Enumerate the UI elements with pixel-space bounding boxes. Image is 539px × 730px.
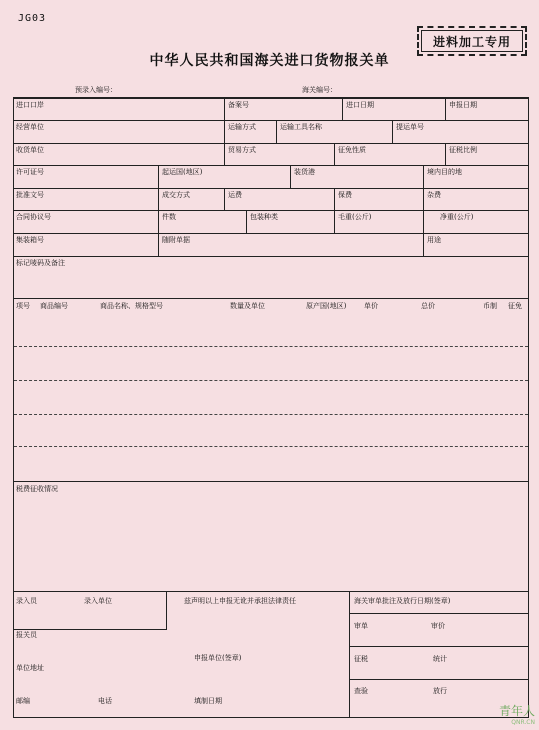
- inspection-label: 查验: [354, 687, 368, 695]
- col-currency: 币制: [483, 302, 497, 310]
- fill-date-label: 填制日期: [194, 697, 222, 705]
- trade-mode-label: 贸易方式: [228, 146, 256, 154]
- unit-address-label: 单位地址: [16, 664, 44, 672]
- goods-table-header: [0, 302, 539, 312]
- site-watermark: [499, 706, 535, 728]
- col-goods-code: 商品编号: [40, 302, 68, 310]
- pre-entry-no-label: 预录入编号：: [75, 86, 117, 94]
- transport-mode-label: 运输方式: [228, 123, 256, 131]
- approval-no-label: 批准文号: [16, 191, 44, 199]
- insurance-label: 保费: [338, 191, 352, 199]
- postcode-label: 邮编: [16, 697, 30, 705]
- domestic-dest-label: 境内目的地: [427, 168, 462, 176]
- import-port-label: 进口口岸: [16, 101, 44, 109]
- review-label: 审单: [354, 622, 368, 630]
- import-date-label: 进口日期: [346, 101, 374, 109]
- examine-label: 审价: [431, 622, 445, 630]
- net-weight-label: 净重(公斤): [440, 213, 474, 221]
- col-item-no: 项号: [16, 302, 30, 310]
- declare-date-label: 申报日期: [449, 101, 477, 109]
- entry-unit-label: 录入单位: [84, 597, 112, 605]
- customs-approval-label: 海关审单批注及放行日期(签章): [354, 597, 451, 605]
- contract-no-label: 合同协议号: [16, 213, 51, 221]
- release-label: 放行: [433, 687, 447, 695]
- exemption-nature-label: 征免性质: [338, 146, 366, 154]
- misc-fee-label: 杂费: [427, 191, 441, 199]
- col-goods-name: 商品名称、规格型号: [100, 302, 163, 310]
- business-unit-label: 经营单位: [16, 123, 44, 131]
- tax-ratio-label: 征税比例: [449, 146, 477, 154]
- package-type-label: 包装种类: [250, 213, 278, 221]
- statistics-label: 统计: [433, 655, 447, 663]
- receiving-unit-label: 收货单位: [16, 146, 44, 154]
- tax-section-label: 税费征收情况: [16, 485, 58, 493]
- col-qty-unit: 数量及单位: [230, 302, 265, 310]
- stamp-text: 进料加工专用: [421, 30, 523, 52]
- declarant-label: 报关员: [16, 631, 37, 639]
- phone-label: 电话: [98, 697, 112, 705]
- loading-port-label: 装货港: [294, 168, 315, 176]
- license-no-label: 许可证号: [16, 168, 44, 176]
- form-code: JG03: [18, 13, 47, 24]
- declaring-unit-label: 申报单位(签章): [194, 654, 242, 662]
- gross-weight-label: 毛重(公斤): [338, 213, 372, 221]
- customs-no-label: 海关编号：: [302, 86, 337, 94]
- marks-remarks-label: 标记唛码及备注: [16, 259, 65, 267]
- form-title: 中华人民共和国海关进口货物报关单: [149, 53, 390, 69]
- attached-docs-label: 随附单据: [162, 236, 190, 244]
- watermark-sub: QNR.CN: [511, 719, 535, 726]
- entry-clerk-label: 录入员: [16, 597, 37, 605]
- container-no-label: 集装箱号: [16, 236, 44, 244]
- col-total-price: 总价: [421, 302, 435, 310]
- deal-mode-label: 成交方式: [162, 191, 190, 199]
- bill-no-label: 提运单号: [396, 123, 424, 131]
- usage-label: 用途: [427, 236, 441, 244]
- col-exemption: 征免: [508, 302, 522, 310]
- record-no-label: 备案号: [228, 101, 249, 109]
- transport-name-label: 运输工具名称: [280, 123, 322, 131]
- origin-country-label: 起运国(地区): [162, 168, 203, 176]
- watermark-main: 青年人: [498, 704, 535, 718]
- freight-label: 运费: [228, 191, 242, 199]
- col-unit-price: 单价: [364, 302, 378, 310]
- pieces-label: 件数: [162, 213, 176, 221]
- declaration-statement: 兹声明以上申报无讹并承担法律责任: [184, 597, 296, 605]
- col-origin: 原产国(地区): [306, 302, 347, 310]
- levy-label: 征税: [354, 655, 368, 663]
